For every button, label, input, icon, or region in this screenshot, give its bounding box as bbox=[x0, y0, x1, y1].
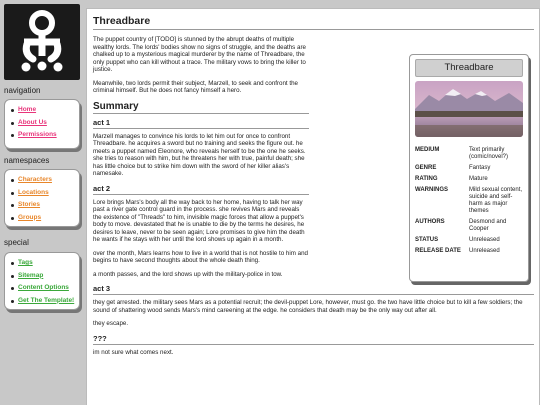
act1-heading: act 1 bbox=[93, 118, 309, 129]
info-row-genre: GENRE Fantasy bbox=[415, 165, 491, 171]
act3-text-1: they get arrested. the military sees Mars as a potential recruit; the devil-puppet Lore, however, must go. the two have little choice but to kill a few soldiers; the sound of shattering wood sends Mars's mind careening at the edge. he considers that death may be the only way out after all. bbox=[93, 299, 523, 314]
nav-item-get-template[interactable]: Get The Template! bbox=[9, 295, 79, 308]
intro-paragraph-1: The puppet country of [TODO] is stunned by the abrupt deaths of multiple wealthy lords. The lords' bodies show no signs of struggle, and the deaths are chalked up to a mysterious magical murderer by the name of Threadbare, the only puppet who can kill without a trace. The military vows to bring the killer to justice. bbox=[93, 36, 306, 73]
nav-item-home[interactable]: Home bbox=[9, 104, 79, 117]
infobox-title: Threadbare bbox=[415, 59, 523, 77]
nav-item-groups[interactable]: Groups bbox=[9, 212, 79, 225]
nav-item-about-us[interactable]: About Us bbox=[9, 117, 79, 130]
summary-heading: Summary bbox=[93, 101, 309, 114]
network-person-logo-icon bbox=[4, 4, 80, 80]
navigation-box bbox=[4, 99, 80, 149]
intro-paragraph-2: Meanwhile, two lords permit their subject, Marzell, to seek and confront the criminal himself. But he does not fancy himself a hero. bbox=[93, 79, 298, 94]
nav-item-tags[interactable]: Tags bbox=[9, 257, 79, 270]
info-row-medium: MEDIUM Text primarily (comic/novel?) bbox=[415, 147, 509, 160]
info-row-rating: RATING Mature bbox=[415, 176, 488, 182]
info-row-release-date: RELEASE DATE Unreleased bbox=[415, 248, 500, 254]
act4-text: im not sure what comes next. bbox=[93, 348, 174, 356]
info-row-status: STATUS Unreleased bbox=[415, 237, 500, 243]
info-row-authors: AUTHORS Desmond and Cooper bbox=[415, 219, 507, 232]
info-row-warnings: WARNINGS Mild sexual content, suicide and self-harm as major themes bbox=[415, 187, 523, 214]
act4-heading: ??? bbox=[93, 334, 534, 345]
act3-text-2: they escape. bbox=[93, 320, 129, 327]
nav-item-permissions[interactable]: Permissions bbox=[9, 129, 79, 142]
infobox bbox=[409, 54, 529, 282]
main-content bbox=[86, 8, 540, 405]
act1-text: Marzell manages to convince his lords to let him out for once to confront Threadbare. he acquires a sword but no training and seeks the figure out. he meets a puppet named Eleonore, who reveals herself to be the one he seeks. she tries to reason with him, but he threatens her with true, painful death; she has little choice but to strike him down with the sword of her killer alias's namesake. bbox=[93, 132, 306, 177]
site-logo[interactable] bbox=[4, 4, 80, 80]
nav-item-locations[interactable]: Locations bbox=[9, 187, 79, 200]
act3-heading: act 3 bbox=[93, 284, 534, 295]
nav-item-sitemap[interactable]: Sitemap bbox=[9, 270, 79, 283]
namespaces-box bbox=[4, 169, 80, 227]
navigation-heading: navigation bbox=[4, 86, 41, 95]
act2-text-1: Lore brings Mars's body all the way back to her home, having to talk her way past a river gate control guard in the process. she revives Mars and reveals the existence of "Threads" to him, invisible magic forces that allow a puppet's body to move. devastated that he is unable to die by the terms he desires, he desires to leave, never to be seen again; Lore promises to give him the death he wants if he stays with her until the lord shows up again in a month. bbox=[93, 198, 305, 243]
mountain-lake-landscape-image bbox=[415, 81, 523, 137]
nav-item-characters[interactable]: Characters bbox=[9, 174, 79, 187]
special-box bbox=[4, 252, 80, 310]
act2-heading: act 2 bbox=[93, 184, 309, 195]
nav-item-content-options[interactable]: Content Options bbox=[9, 282, 79, 295]
act2-text-3: a month passes, and the lord shows up with the military-police in tow. bbox=[93, 270, 283, 278]
special-heading: special bbox=[4, 238, 29, 247]
nav-item-stories[interactable]: Stories bbox=[9, 199, 79, 212]
page-title: Threadbare bbox=[93, 15, 534, 30]
namespaces-heading: namespaces bbox=[4, 156, 50, 165]
act2-text-2: over the month, Mars learns how to live in a world that is not hostile to him and begins to have second thoughts about the whole death thing. bbox=[93, 249, 308, 264]
